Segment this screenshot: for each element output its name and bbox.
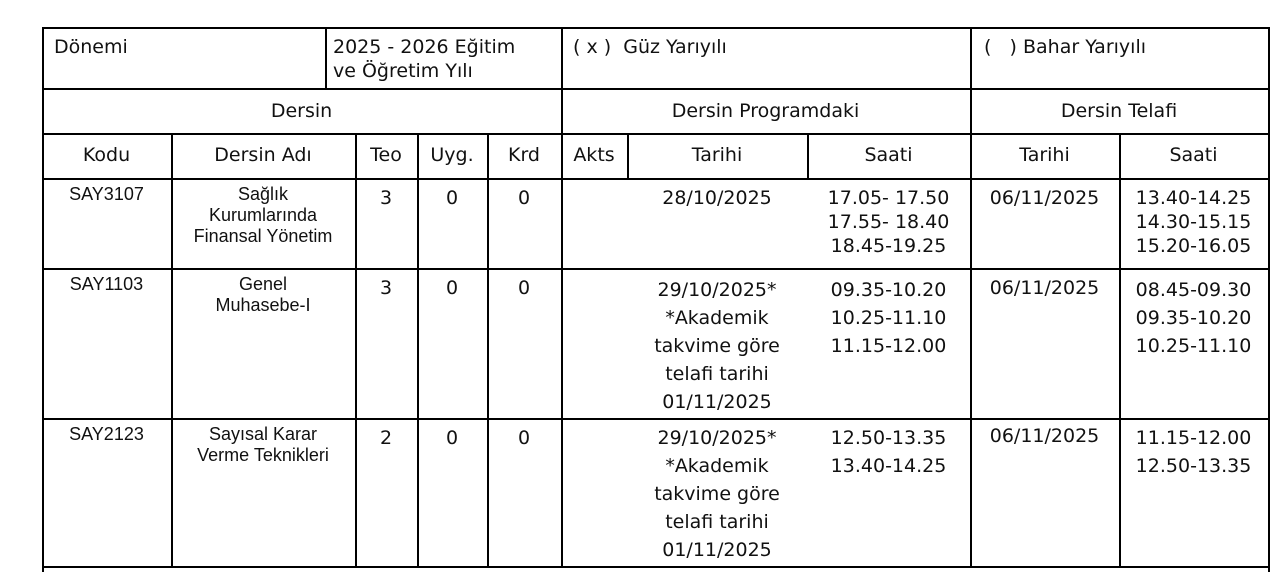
makeup-time: 11.15-12.00 12.50-13.35 [1135, 427, 1252, 477]
column-header: Akts [573, 144, 615, 166]
makeup-time: 13.40-14.25 14.30-15.15 15.20-16.05 [1135, 187, 1252, 257]
rule [1268, 27, 1270, 572]
makeup-date: 06/11/2025 [989, 277, 1100, 299]
makeup-date: 06/11/2025 [989, 187, 1100, 209]
column-header: Tarihi [691, 144, 743, 166]
rule [42, 418, 1269, 420]
group-header-dersin: Dersin [270, 100, 333, 122]
theory-hours: 3 [379, 277, 393, 299]
course-code: SAY1103 [69, 274, 144, 294]
practice-hours: 0 [445, 427, 459, 449]
semester-label: Dönemi [54, 36, 128, 58]
group-header-telafi: Dersin Telafi [1060, 100, 1178, 122]
theory-hours: 3 [379, 187, 393, 209]
spring-term-option: ( ) Bahar Yarıyılı [984, 36, 1147, 58]
column-header: Dersin Adı [214, 144, 312, 166]
column-header: Kodu [82, 144, 131, 166]
rule [42, 88, 1269, 90]
program-time: 12.50-13.35 13.40-14.25 [830, 427, 947, 477]
rule [325, 27, 327, 89]
academic-year: 2025 - 2026 Eğitim ve Öğretim Yılı [333, 36, 516, 82]
column-header: Teo [370, 144, 402, 166]
program-date: 28/10/2025 [662, 187, 772, 209]
credits: 0 [517, 187, 531, 209]
rule [42, 133, 1269, 135]
program-date: 29/10/2025* *Akademik takvime göre telafi tarihi 01/11/2025 [654, 427, 780, 561]
practice-hours: 0 [445, 187, 459, 209]
program-time: 17.05- 17.50 17.55- 18.40 18.45-19.25 [827, 187, 950, 257]
column-header: Tarihi [1019, 144, 1070, 166]
credits: 0 [517, 277, 531, 299]
group-header-program: Dersin Programdaki [671, 100, 860, 122]
practice-hours: 0 [445, 277, 459, 299]
program-date: 29/10/2025* *Akademik takvime göre telafi tarihi 01/11/2025 [654, 279, 780, 413]
rule [42, 178, 1269, 180]
course-code: SAY3107 [69, 184, 144, 204]
theory-hours: 2 [379, 427, 393, 449]
course-name: Sayısal Karar Verme Teknikleri [197, 424, 329, 465]
column-header: Krd [508, 144, 540, 166]
rule [42, 268, 1269, 270]
makeup-date: 06/11/2025 [989, 425, 1100, 447]
rule [42, 566, 1269, 568]
rule [42, 27, 1269, 29]
course-code: SAY2123 [69, 424, 144, 444]
fall-term-option: ( x ) Güz Yarıyılı [573, 36, 727, 58]
credits: 0 [517, 427, 531, 449]
column-header: Saati [864, 144, 913, 166]
column-header: Uyg. [430, 144, 474, 166]
column-header: Saati [1169, 144, 1218, 166]
course-name: Sağlık Kurumlarında Finansal Yönetim [193, 184, 333, 246]
makeup-time: 08.45-09.30 09.35-10.20 10.25-11.10 [1135, 279, 1252, 357]
course-name: Genel Muhasebe-I [215, 274, 311, 315]
program-time: 09.35-10.20 10.25-11.10 11.15-12.00 [830, 279, 947, 357]
